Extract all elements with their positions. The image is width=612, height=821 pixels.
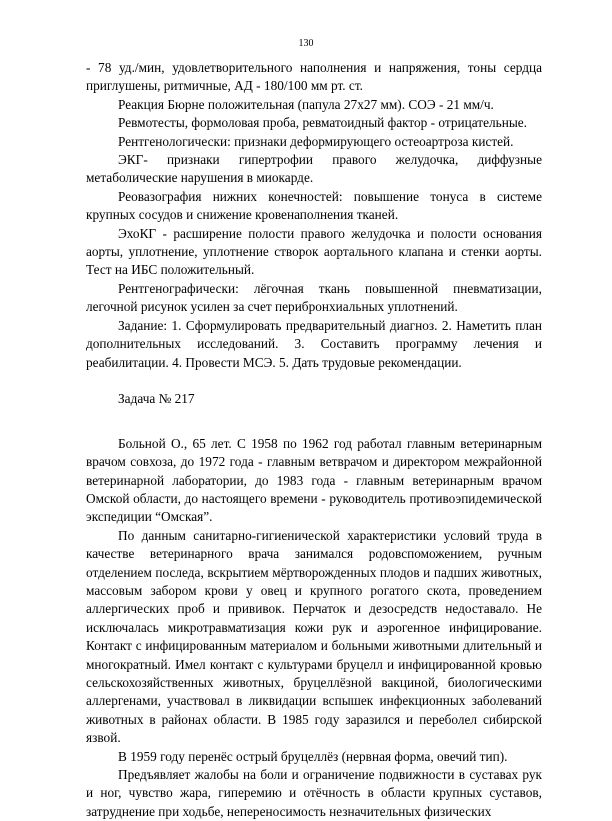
paragraph-complaints: Предъявляет жалобы на боли и ограничение подвижности в суставах рук и ног, чувство жара, гиперемию и отёчность в области крупных суставов, затруднение при ходьбе, непереносимость незначительных физических [86,767,542,819]
paragraph-xray-lungs: Рентгенографически: лёгочная ткань повышенной пневматизации, легочной рисунок усилен за счет перибронхиальных уплотнений. [86,280,542,315]
paragraph-echocg: ЭхоКГ - расширение полости правого желудочка и полости основания аорты, уплотнение, уплотнение створок аортального клапана и стенки аорты. Тест на ИБС положительный. [86,225,542,278]
paragraph-rheumatic-tests: Ревмотесты, формоловая проба, ревматоидный фактор - отрицательные. [118,115,527,131]
paragraph-ecg: ЭКГ- признаки гипертрофии правого желудочка, диффузные метаболические нарушения в миокарде. [86,152,542,186]
paragraph-patient-history: Больной О., 65 лет. С 1958 по 1962 год работал главным ветеринарным врачом совхоза, до 1972 года - главным ветврачом и директором межрайонной ветеринарной лаборатории, до 1983 года - главным ветеринарным врачом Омской области, до настоящего времени - руководитель противоэпидемической экспедиции “Омская”. [86,435,542,525]
paragraph-rheovasography: Реовазография нижних конечностей: повышение тонуса в системе крупных сосудов и снижение кровенаполнения тканей. [86,188,542,223]
paragraph-vitals: - 78 уд./мин, удовлетворительного наполнения и напряжения, тоны сердца приглушены, ритмичные, АД - 180/100 мм рт. ст. [86,60,542,94]
task-title: Задача № 217 [118,391,195,407]
paragraph-xray-hands: Рентгенологически: признаки деформирующего остеоартроза кистей. [118,133,514,149]
document-body [86,59,542,821]
paragraph-brucellosis-history: В 1959 году перенёс острый бруцеллёз (нервная форма, овечий тип). [118,748,508,764]
paragraph-assignment: Задание: 1. Сформулировать предварительный диагноз. 2. Наметить план дополнительных исследований. 3. Составить программу лечения и реабилитации. 4. Провести МСЭ. 5. Дать трудовые рекомендации. [86,317,542,370]
paragraph-burne-reaction: Реакция Бюрне положительная (папула 27х27 мм). СОЭ - 21 мм/ч. [118,96,494,112]
paragraph-work-conditions: По данным санитарно-гигиенической характеристики условий труда в качестве ветеринарного врача занимался родовспоможением, ручным отделением последа, вскрытием мёртворожденных плодов и падших животных, массовым забором крови у овец и крупного рогатого скота, проведением аллергических проб и прививок. Перчаток и дезосредств недоставало. Не исключалась микротравматизация кожи рук и аэрогенное инфицирование. Контакт с инфицированным материалом и больными животными длительный и многократный. Имел контакт с культурами бруцелл и инфицированной кровью сельскохозяйственных животных, бруцеллёзной вакциной, биологическими аллергенами, участвовал в ликвидации вспышек инфекционных заболеваний животных в районах области. В 1985 году заразился и переболел сибирской язвой. [86,527,542,746]
page-number: 130 [298,38,314,49]
